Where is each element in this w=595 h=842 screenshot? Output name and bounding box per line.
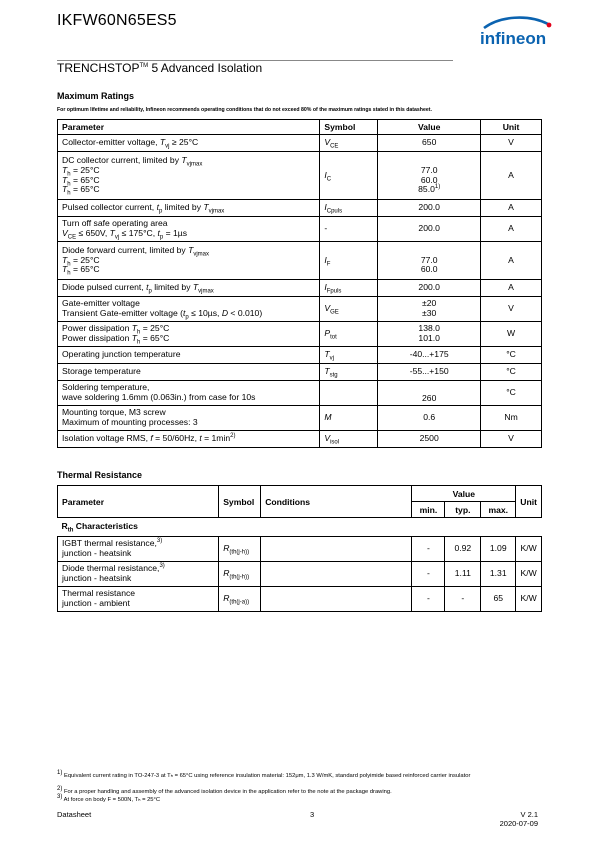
symbol-cell: $R_{(th(j-a))}$ bbox=[219, 587, 261, 612]
max-cell: 1.09 bbox=[481, 537, 516, 562]
param-cell: Storage temperature bbox=[58, 364, 320, 381]
value-cell: 200.0 bbox=[378, 280, 481, 297]
unit-cell: K/W bbox=[516, 587, 542, 612]
value-cell: ±20 ±30 bbox=[378, 297, 481, 322]
section-row bbox=[58, 518, 542, 537]
param-cell: Pulsed collector current, $t_p$ limited by $T_{vjmax}$ bbox=[58, 200, 320, 217]
unit-cell: V bbox=[481, 297, 542, 322]
symbol-cell: $I_F$ bbox=[320, 242, 378, 280]
table-row bbox=[58, 562, 542, 587]
table-header-row bbox=[58, 486, 542, 502]
unit-cell: W bbox=[481, 322, 542, 347]
symbol-cell: $P_{tot}$ bbox=[320, 322, 378, 347]
value-cell: 0.6 bbox=[378, 406, 481, 431]
typ-cell: 0.92 bbox=[445, 537, 481, 562]
logo-graphic bbox=[476, 16, 556, 52]
param-cell: Mounting torque, M3 screw Maximum of mounting processes: 3 bbox=[58, 406, 320, 431]
table-row bbox=[58, 217, 542, 242]
thermal-table bbox=[57, 485, 542, 612]
table-row bbox=[58, 431, 542, 448]
value-cell: -55...+150 bbox=[378, 364, 481, 381]
value-cell: 260 bbox=[378, 381, 481, 406]
table-row bbox=[58, 537, 542, 562]
param-cell: Diode pulsed current, $t_p$ limited by $T_{vjmax}$ bbox=[58, 280, 320, 297]
symbol-cell: $V_{CE}$ bbox=[320, 135, 378, 152]
unit-cell: °C bbox=[481, 347, 542, 364]
col-unit: Unit bbox=[481, 120, 542, 135]
value-cell: 200.0 bbox=[378, 217, 481, 242]
unit-cell: A bbox=[481, 242, 542, 280]
table-row bbox=[58, 152, 542, 200]
max-ratings-note: For optimum lifetime and reliability, Infineon recommends operating conditions that do not exceed 80% of the maximum ratings stated in this datasheet. bbox=[57, 107, 432, 113]
value-cell: -40...+175 bbox=[378, 347, 481, 364]
unit-cell: V bbox=[481, 135, 542, 152]
value-cell: 77.0 60.0 85.0$^{1)}$ bbox=[378, 152, 481, 200]
typ-cell: - bbox=[445, 587, 481, 612]
unit-cell: K/W bbox=[516, 537, 542, 562]
param-cell: Power dissipation $T_h = 25^\circ C$ Power dissipation $T_h = 65^\circ C$ bbox=[58, 322, 320, 347]
footer-page-number: 3 bbox=[310, 810, 315, 819]
symbol-cell: $V_{GE}$ bbox=[320, 297, 378, 322]
param-cell: Diode forward current, limited by $T_{vjmax}$ $T_h = 25^\circ C$ $T_h = 65^\circ C$ bbox=[58, 242, 320, 280]
symbol-cell: M bbox=[320, 406, 378, 431]
col-conditions: Conditions bbox=[261, 486, 412, 518]
unit-cell: A bbox=[481, 217, 542, 242]
param-cell: Diode thermal resistance,$^{3)}$ junction - heatsink bbox=[58, 562, 219, 587]
min-cell: - bbox=[412, 537, 445, 562]
table-row bbox=[58, 242, 542, 280]
symbol-cell: $I_{Cpuls}$ bbox=[320, 200, 378, 217]
table-row bbox=[58, 347, 542, 364]
symbol-cell bbox=[320, 381, 378, 406]
col-max: max. bbox=[481, 502, 516, 518]
table-row bbox=[58, 587, 542, 612]
footnote-1: $^{1)}$ Equivalent current rating in TO-247-3 at Tₕ = 65°C using reference insulation material: 152μm, 1.3 W/mK, standard polyimide based reinforced carrier insulator bbox=[57, 770, 471, 779]
param-cell: Collector-emitter voltage, $T_{vj} \ge 25^\circ C$ bbox=[58, 135, 320, 152]
symbol-cell: - bbox=[320, 217, 378, 242]
value-cell: 138.0 101.0 bbox=[378, 322, 481, 347]
footnote-2: $^{2)}$ For a proper handling and assembly of the advanced isolation device in the application refer to the note at the package drawing. bbox=[57, 786, 392, 795]
value-cell: 200.0 bbox=[378, 200, 481, 217]
param-cell: Turn off safe operating area $V_{CE} \le 650V$, $T_{vj} \le 175^\circ C$, $t_p = 1\mu s$ bbox=[58, 217, 320, 242]
col-unit: Unit bbox=[516, 486, 542, 518]
col-symbol: Symbol bbox=[219, 486, 261, 518]
conditions-cell bbox=[261, 562, 412, 587]
unit-cell: V bbox=[481, 431, 542, 448]
table-row bbox=[58, 297, 542, 322]
unit-cell: °C bbox=[481, 364, 542, 381]
col-parameter: Parameter bbox=[58, 486, 219, 518]
symbol-cell: $T_{vj}$ bbox=[320, 347, 378, 364]
symbol-cell: $I_{Fpuls}$ bbox=[320, 280, 378, 297]
col-symbol: Symbol bbox=[320, 120, 378, 135]
table-row bbox=[58, 280, 542, 297]
table-row bbox=[58, 135, 542, 152]
param-cell: IGBT thermal resistance,$^{3)}$ junction - heatsink bbox=[58, 537, 219, 562]
unit-cell: A bbox=[481, 152, 542, 200]
param-cell: Thermal resistance junction - ambient bbox=[58, 587, 219, 612]
footer-doc-type: Datasheet bbox=[57, 810, 92, 819]
value-cell: 77.0 60.0 bbox=[378, 242, 481, 280]
param-cell: Gate-emitter voltage Transient Gate-emitter voltage ($t_p \le 10\mu s$, D < 0.010) bbox=[58, 297, 320, 322]
param-cell: Isolation voltage RMS, f = 50/60Hz, $t = 1\min^{2)}$ bbox=[58, 431, 320, 448]
param-cell: Operating junction temperature bbox=[58, 347, 320, 364]
col-typ: typ. bbox=[445, 502, 481, 518]
conditions-cell bbox=[261, 587, 412, 612]
conditions-cell bbox=[261, 537, 412, 562]
section-label: $R_{th}$ Characteristics bbox=[58, 518, 542, 537]
typ-cell: 1.11 bbox=[445, 562, 481, 587]
value-cell: 2500 bbox=[378, 431, 481, 448]
max-cell: 65 bbox=[481, 587, 516, 612]
max-ratings-table bbox=[57, 119, 542, 448]
infineon-logo bbox=[476, 16, 556, 52]
footnote-3: $^{3)}$ At force on body F = 500N, Tₕ = 25°C bbox=[57, 794, 161, 803]
param-cell: Soldering temperature, wave soldering 1.6mm (0.063in.) from case for 10s bbox=[58, 381, 320, 406]
table-row bbox=[58, 200, 542, 217]
param-cell: DC collector current, limited by $T_{vjmax}$ $T_h = 25^\circ C$ $T_h = 65^\circ C$ $T_h = 65^\circ C$ bbox=[58, 152, 320, 200]
thermal-title: Thermal Resistance bbox=[57, 470, 143, 480]
part-number: IKFW60N65ES5 bbox=[57, 12, 177, 29]
symbol-cell: $V_{isol}$ bbox=[320, 431, 378, 448]
unit-cell: °C bbox=[481, 381, 542, 406]
max-cell: 1.31 bbox=[481, 562, 516, 587]
col-min: min. bbox=[412, 502, 445, 518]
unit-cell: K/W bbox=[516, 562, 542, 587]
min-cell: - bbox=[412, 587, 445, 612]
table-row bbox=[58, 406, 542, 431]
table-row bbox=[58, 381, 542, 406]
footer-date: 2020-07-09 bbox=[499, 819, 538, 828]
col-value: Value bbox=[378, 120, 481, 135]
col-parameter: Parameter bbox=[58, 120, 320, 135]
symbol-cell: $R_{(th(j-h))}$ bbox=[219, 562, 261, 587]
table-header-row bbox=[58, 120, 542, 135]
symbol-cell: $R_{(th(j-h))}$ bbox=[219, 537, 261, 562]
svg-text:infineon: infineon bbox=[480, 29, 547, 48]
min-cell: - bbox=[412, 562, 445, 587]
unit-cell: A bbox=[481, 200, 542, 217]
col-value: Value bbox=[412, 486, 516, 502]
table-row bbox=[58, 364, 542, 381]
footer-version: V 2.1 bbox=[520, 810, 538, 819]
symbol-cell: $T_{stg}$ bbox=[320, 364, 378, 381]
value-cell: 650 bbox=[378, 135, 481, 152]
unit-cell: A bbox=[481, 280, 542, 297]
product-line: TRENCHSTOP™ 5 Advanced Isolation bbox=[57, 61, 263, 75]
max-ratings-title: Maximum Ratings bbox=[57, 91, 135, 101]
unit-cell: Nm bbox=[481, 406, 542, 431]
symbol-cell: $I_C$ bbox=[320, 152, 378, 200]
table-row bbox=[58, 322, 542, 347]
